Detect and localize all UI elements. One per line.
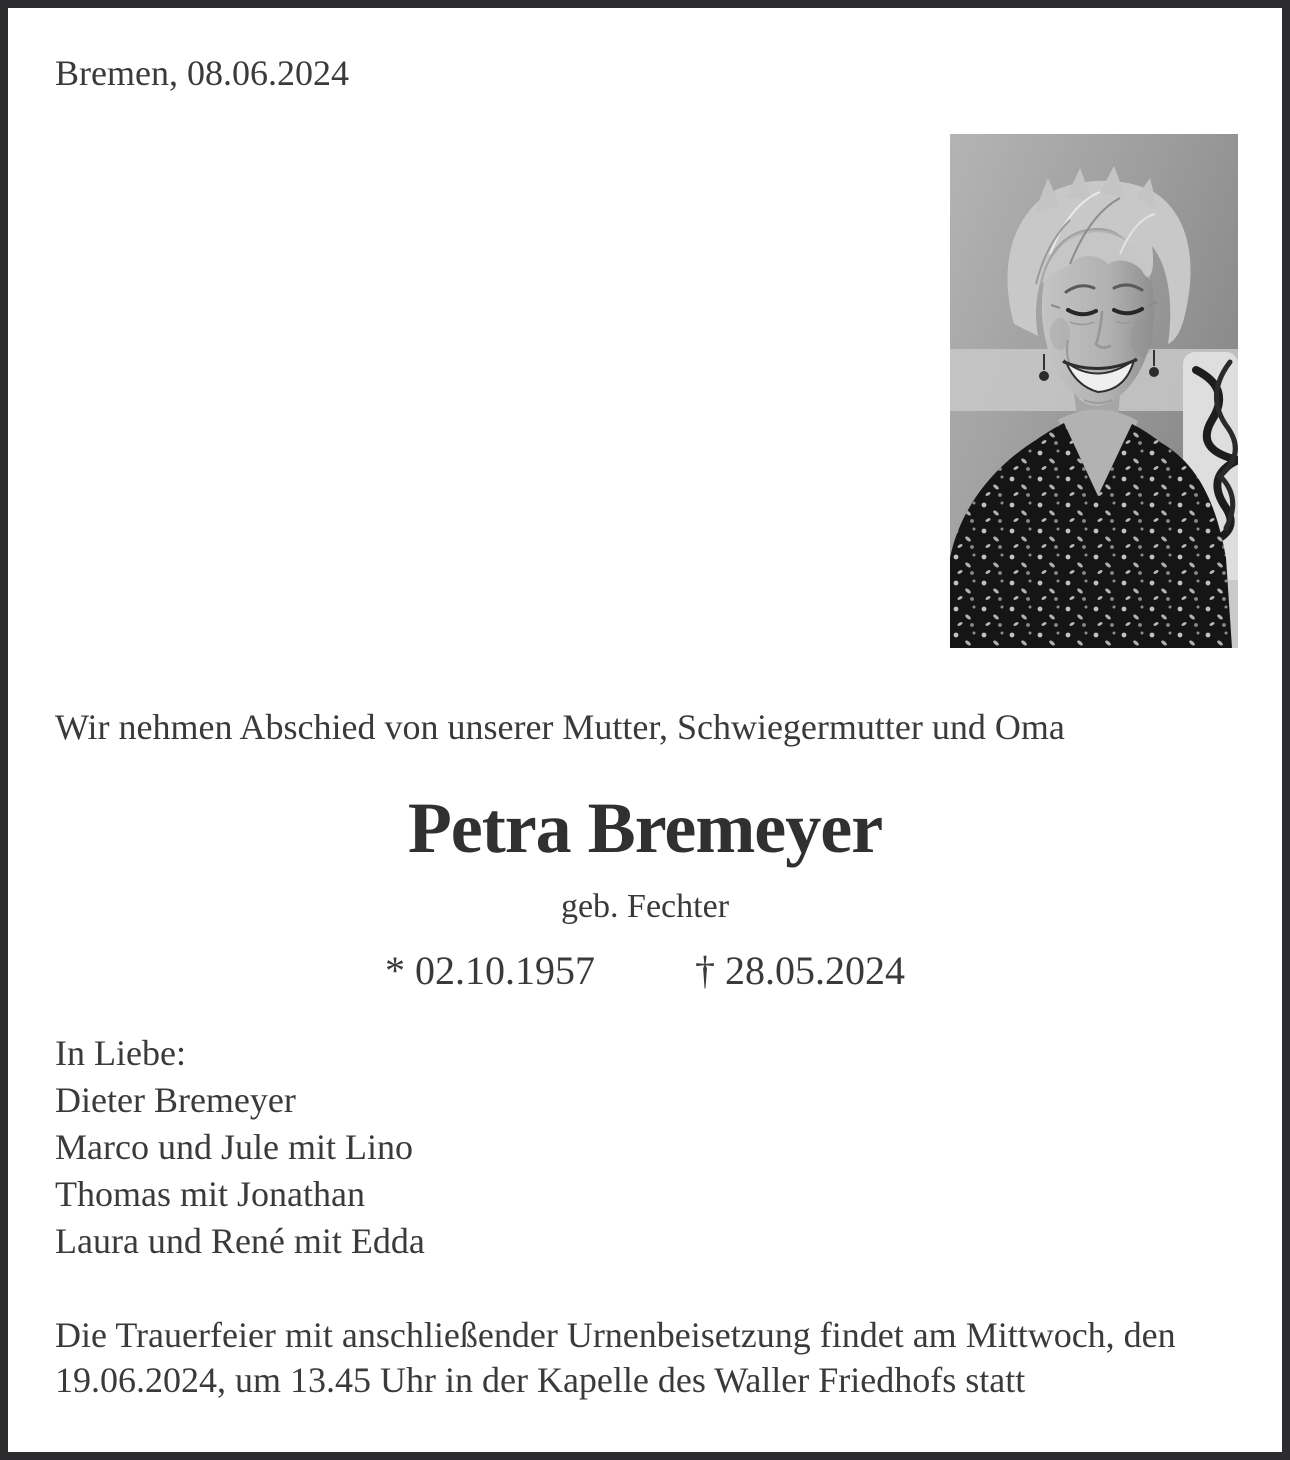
- family-closing: In Liebe:: [55, 1033, 186, 1073]
- maiden-name: geb. Fechter: [560, 888, 730, 925]
- birth-date: * 02.10.1957: [385, 948, 595, 993]
- intro-line: Wir nehmen Abschied von unserer Mutter, Schwiegermutter und Oma: [55, 707, 1065, 747]
- funeral-details: Die Trauerfeier mit anschließender Urnenbeisetzung findet am Mittwoch, den 19.06.2024, um 13.45 Uhr in der Kapelle des Waller Friedhofs statt: [55, 1315, 1176, 1400]
- family-member: Marco und Jule mit Lino: [55, 1127, 413, 1167]
- death-date: † 28.05.2024: [695, 948, 905, 993]
- deceased-name: Petra Bremeyer: [407, 788, 883, 868]
- portrait-photo-graphic: [950, 134, 1238, 648]
- portrait-photo: [950, 134, 1238, 648]
- family-block: [55, 1030, 425, 1265]
- family-member: Dieter Bremeyer: [55, 1080, 296, 1120]
- life-dates: [0, 948, 1290, 993]
- family-member: Thomas mit Jonathan: [55, 1174, 365, 1214]
- family-member: Laura und René mit Edda: [55, 1221, 425, 1261]
- dateline: Bremen, 08.06.2024: [55, 53, 349, 93]
